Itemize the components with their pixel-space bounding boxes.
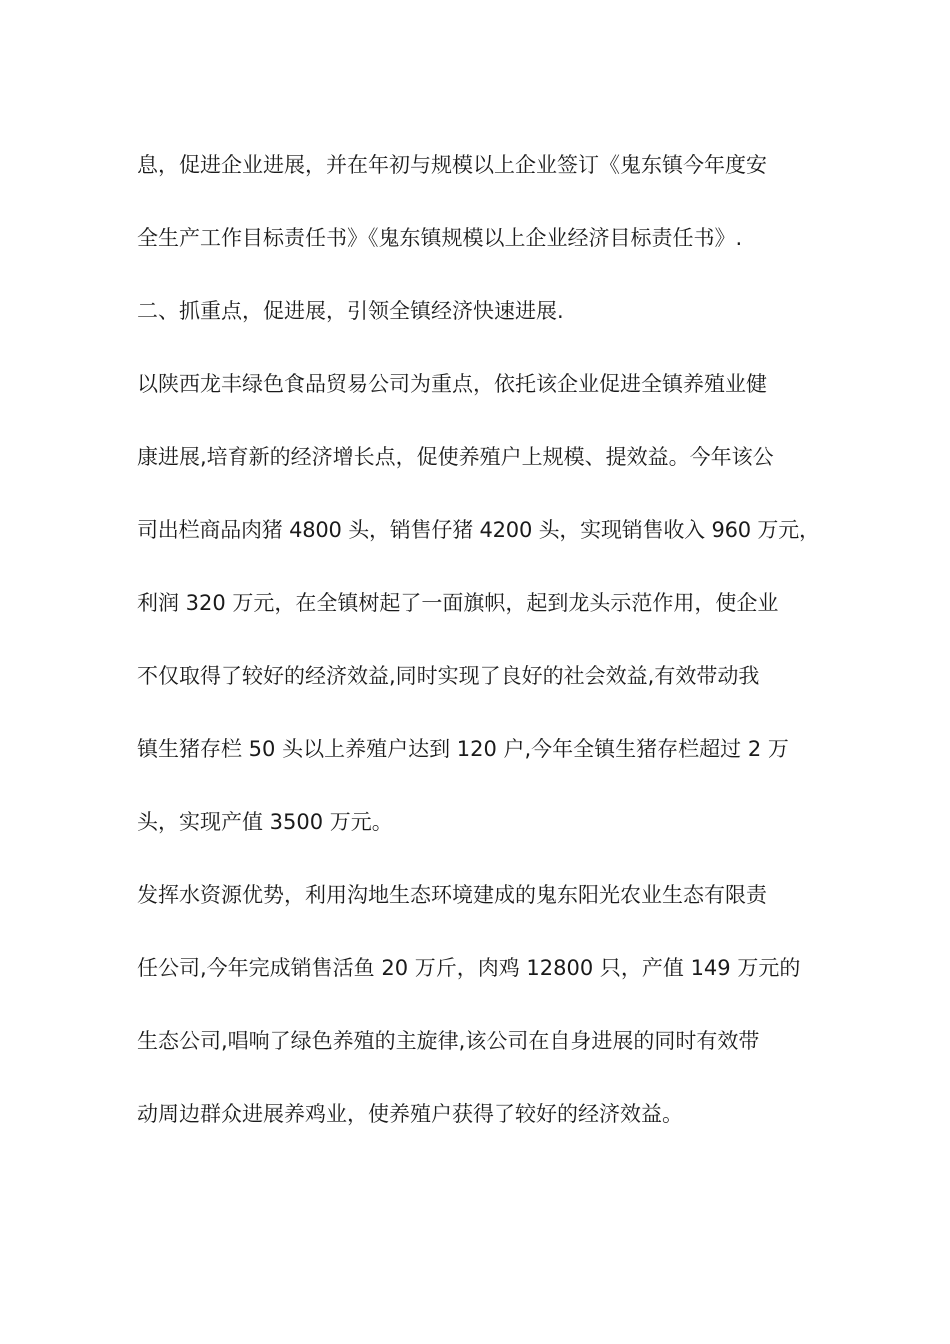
text-line: 以陕西龙丰绿色食品贸易公司为重点，依托该企业促进全镇养殖业健 [137,372,767,396]
text-line: 任公司,今年完成销售活鱼 20 万斤，肉鸡 12800 只，产值 149 万元的 [137,956,801,980]
text-line: 生态公司,唱响了绿色养殖的主旋律,该公司在自身进展的同时有效带 [137,1029,760,1053]
text-line: 司出栏商品肉猪 4800 头，销售仔猪 4200 头，实现销售收入 960 万元， [137,518,820,542]
text-line: 利润 320 万元，在全镇树起了一面旗帜，起到龙头示范作用，使企业 [137,591,779,615]
section-heading: 二、抓重点，促进展，引领全镇经济快速进展. [137,299,564,323]
text-line: 动周边群众进展养鸡业，使养殖户获得了较好的经济效益。 [137,1102,683,1126]
text-line: 康进展,培育新的经济增长点，促使养殖户上规模、提效益。今年该公 [137,445,774,469]
text-line: 镇生猪存栏 50 头以上养殖户达到 120 户,今年全镇生猪存栏超过 2 万 [137,737,789,761]
text-line: 头，实现产值 3500 万元。 [137,810,393,834]
text-line: 全生产工作目标责任书》《鬼东镇规模以上企业经济目标责任书》. [137,226,743,250]
text-line: 息，促进企业进展，并在年初与规模以上企业签订《鬼东镇今年度安 [137,153,767,177]
body-text [137,143,837,1165]
text-line: 不仅取得了较好的经济效益,同时实现了良好的社会效益,有效带动我 [137,664,760,688]
text-line: 发挥水资源优势，利用沟地生态环境建成的鬼东阳光农业生态有限责 [137,883,767,907]
